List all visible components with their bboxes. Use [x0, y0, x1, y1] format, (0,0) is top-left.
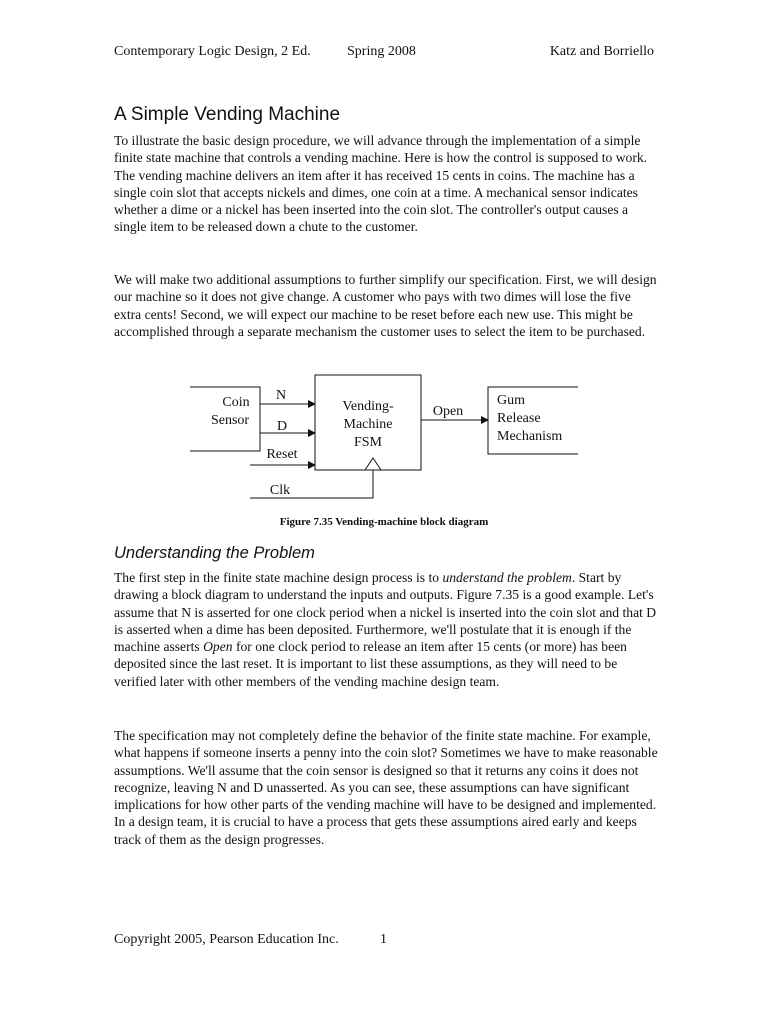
- paragraph-intro: To illustrate the basic design procedure, we will advance through the implementation of a simple finite state machine that controls a vending machine. Here is how the control is supposed to work. The vending machine delivers an item after it has received 15 cents in coins. The machine has a single coin slot that accepts nickels and dimes, one coin at a time. A mechanical sensor indicates whether a dime or a nickel has been inserted into the coin slot. The controller's output causes a single item to be released down a chute to the customer.: [114, 133, 648, 235]
- header-term: Spring 2008: [347, 44, 416, 59]
- section-heading: Understanding the Problem: [114, 544, 315, 562]
- clk-signal-label: Clk: [269, 483, 291, 498]
- fsm-label-line2: Machine: [343, 417, 393, 432]
- release-label: Release: [497, 411, 541, 426]
- fsm-label-line3: FSM: [353, 435, 383, 450]
- d-signal-label: D: [276, 419, 288, 434]
- clock-input-triangle: [365, 458, 381, 470]
- clk-signal-line: [250, 470, 373, 498]
- reset-signal-label: Reset: [266, 447, 298, 462]
- open-signal-label: Open: [432, 404, 464, 419]
- header-authors: Katz and Borriello: [549, 44, 654, 59]
- p3-emphasis-open: Open: [203, 639, 233, 655]
- p3-text-a: The first step in the finite state machine design process is to: [114, 570, 443, 585]
- page-title: A Simple Vending Machine: [114, 104, 341, 125]
- paragraph-understanding: [114, 569, 659, 690]
- figure-caption: Figure 7.35 Vending-machine block diagram: [279, 516, 489, 528]
- p3-text-c: for one clock period to release an item after 15 cents (or more) has been deposited since the last reset. It is important to list these assumptions, as they will need to be verified later with other members of the vending machine design team.: [114, 639, 627, 689]
- sensor-label: Sensor: [210, 413, 250, 428]
- p3-emphasis: understand the problem: [442, 570, 572, 585]
- paragraph-specification: The specification may not completely define the behavior of the finite state machine. For example, what happens if someone inserts a penny into the coin slot? Sometimes we have to make reasonable assumptions. We'll assume that the coin sensor is designed so that it returns any coins it does not recognize, leaving N and D unasserted. As you can see, these assumptions can have significant implications for how other parts of the vending machine will have to be designed and implemented. In a design team, it is crucial to have a process that gets these assumptions aired early and keeps track of them as the design progresses.: [114, 728, 658, 847]
- vending-machine-block-diagram: [0, 370, 768, 510]
- paragraph-assumptions: We will make two additional assumptions to further simplify our specification. First, we will design our machine so it does not give change. A customer who pays with two dimes will lose the five extra cents! Second, we will expect our machine to be reset before each new use. This might be accomplished through a separate mechanism the customer uses to select the item to be purchased.: [114, 272, 657, 339]
- footer-copyright: Copyright 2005, Pearson Education Inc.: [114, 932, 339, 947]
- n-signal-label: N: [275, 388, 287, 403]
- footer-page-number: 1: [380, 932, 387, 947]
- gum-label: Gum: [497, 393, 525, 408]
- header-book-title: Contemporary Logic Design, 2 Ed.: [114, 44, 311, 59]
- mechanism-label: Mechanism: [497, 429, 563, 444]
- coin-label: Coin: [222, 395, 250, 410]
- fsm-label-line1: Vending-: [342, 399, 394, 414]
- p3-text-b: . Start by drawing a block diagram to understand the inputs and outputs. Figure 7.35 is a good example. Let's assume that N is asserted for one clock period when a nickel is inserted into the coin slot and that D is asserted when a dime has been deposited. Furthermore, we'll postulate that it is enough if the machine asserts: [114, 570, 657, 655]
